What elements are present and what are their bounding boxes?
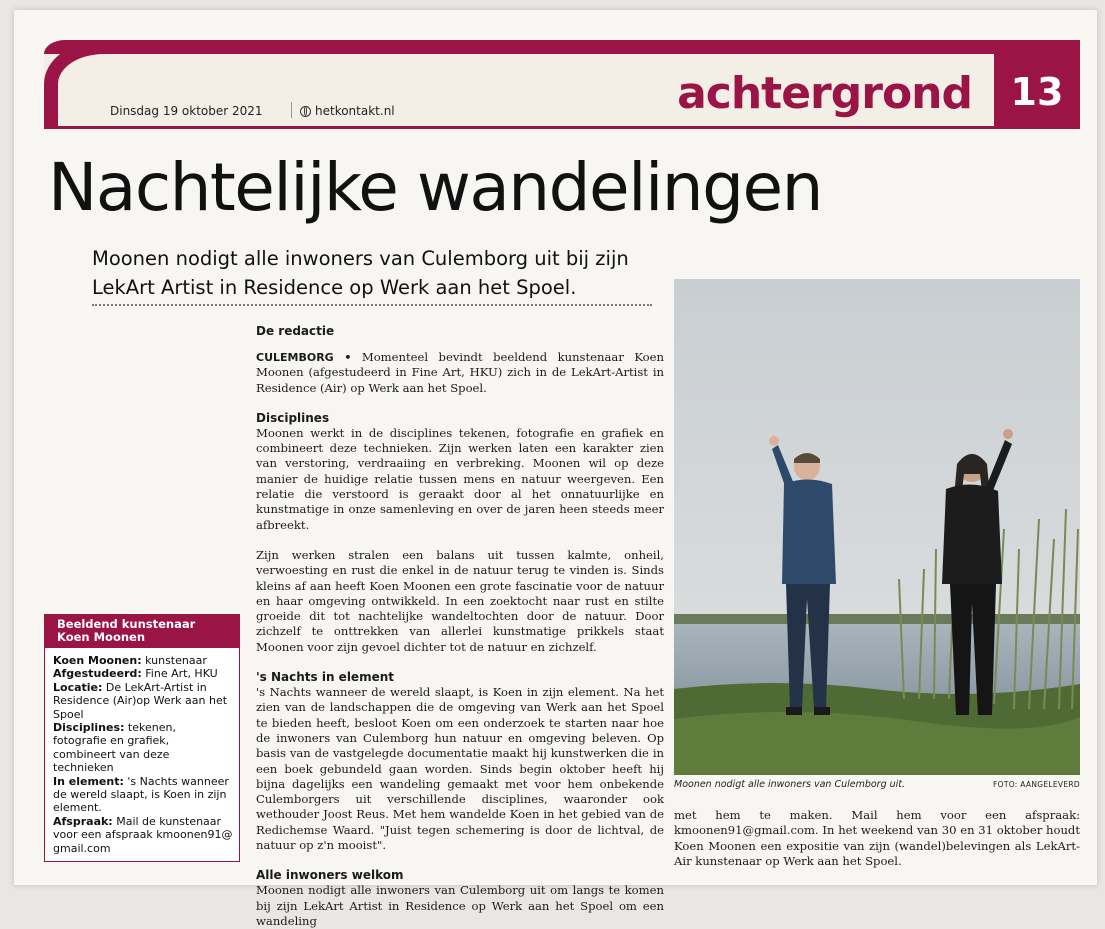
paragraph: 's Nachts wanneer de wereld slaapt, is Koen in zijn element. Na het zien van de landschappen die de omgeving van Werk aan het Spoel te bieden heeft, besloot Koen om een onderzoek te starten naar hoe de inwoners van Culemborg hun natuur en omgeving beleven. Op basis van de vastgelegde documentatie maakt hij kunstwerken die in een boek gebundeld gaan worden. Sinds begin oktober heeft hij bijna dagelijks een wandeling gemaakt met voor hem onbekende Culemborgers uit verschillende disciplines, waaronder ook wethouder Joost Reus. Met hem wandelde Koen in het gebied van de Redichemse Waard. "Juist tegen schemering is door de lichtval, de natuur op z'n mooist".: [256, 685, 664, 853]
info-box-body: [45, 648, 239, 855]
subheading-element: 's Nachts in element: [256, 670, 394, 685]
section-title: achtergrond: [677, 68, 972, 119]
issue-date: Dinsdag 19 oktober 2021: [110, 104, 263, 118]
intro-paragraph: [256, 350, 664, 396]
article-headline: Nachtelijke wandelingen: [48, 149, 822, 226]
info-item: [53, 721, 233, 775]
info-label: Afspraak:: [53, 814, 113, 828]
info-label: Locatie:: [53, 680, 103, 694]
info-label: Koen Moonen:: [53, 654, 142, 667]
info-item: [53, 667, 233, 680]
info-item: [53, 775, 233, 815]
info-value: tekenen, fotografie en grafiek, combineert van deze technieken: [53, 721, 176, 775]
subheading-welcome: Alle inwoners welkom: [256, 868, 404, 883]
article-photo: [674, 279, 1080, 775]
article-lead: Moonen nodigt alle inwoners van Culemborg uit bij zijn LekArt Artist in Residence op Werk aan het Spoel.: [92, 247, 629, 299]
caption-text: Moonen nodigt alle inwoners van Culemborg uit.: [674, 779, 906, 790]
globe-icon: [300, 106, 311, 117]
header-rule: [44, 126, 1080, 129]
page-number: 13: [994, 54, 1080, 129]
info-item: [53, 815, 233, 855]
info-item: [53, 681, 233, 721]
website-label: hetkontakt.nl: [315, 104, 395, 118]
subheading-disciplines: Disciplines: [256, 410, 330, 425]
paragraph: met hem te maken. Mail hem voor een afspraak: kmoonen91@gmail.com. In het weekend van 30 en 31 oktober houdt Koen Moonen een expositie van zijn (wandel)belevingen als LekArt-Air kunstenaar op Werk aan het Spoel.: [674, 808, 1080, 868]
paragraph: Moonen nodigt alle inwoners van Culemborg uit om langs te komen bij zijn LekArt Artist in Residence op Werk aan het Spoel om een wandeling: [256, 883, 664, 928]
info-value: kunstenaar: [141, 654, 207, 667]
page-header: [44, 40, 1080, 130]
info-label: In element:: [53, 774, 124, 788]
photo-caption: [674, 779, 1080, 790]
lead-divider: [92, 304, 652, 306]
dateline: CULEMBORG •: [256, 351, 352, 364]
article-column-1: [256, 350, 664, 929]
info-value: De LekArt-Artist in Residence (Air)op Werk aan het Spoel: [53, 680, 228, 721]
photo-illustration: [674, 279, 1080, 775]
photo-credit: FOTO: AANGELEVERD: [993, 780, 1080, 789]
paragraph: Moonen werkt in de disciplines tekenen, fotografie en grafiek en combineert deze technieken. Zijn werken laten een karakter zien van verstoring, verdraaiing en verbreking. Moonen wil op deze manier de huidige relatie tussen mens en natuur weergeven. Een relatie die verstoord is geraakt door al het onnatuurlijke en kunstmatige in onze samenleving en over de jaren heen steeds meer afbreekt.: [256, 425, 664, 532]
paragraph: Zijn werken stralen een balans uit tussen kalmte, onheil, verwoesting en rust die enkel in de natuur terug te vinden is. Sinds kleins af aan heeft Koen Moonen een grote fascinatie voor de natuur en haar omgeving ontwikkeld. In een zoektocht naar rust en stilte groeide dit tot nachtelijke wandeltochten door de natuur. Door zichzelf te onttrekken van allerlei kunstmatige prikkels staat Moonen voor zijn gevoel dichter tot de natuur en zichzelf.: [256, 547, 664, 654]
header-top-band: [44, 40, 1080, 54]
info-label: Disciplines:: [53, 721, 125, 735]
article-column-2: [674, 808, 1080, 869]
website-link[interactable]: [300, 104, 395, 118]
intro-text: Momenteel bevindt beeldend kunstenaar Koen Moonen (afgestudeerd in Fine Art, HKU) zich in de LekArt-Artist in Residence (Air) op Werk aan het Spoel.: [256, 350, 664, 395]
info-item: [53, 654, 233, 667]
info-box-title: Beeldend kunstenaar Koen Moonen: [45, 615, 239, 648]
info-label: Afgestudeerd:: [53, 667, 142, 681]
info-value: Mail de kunstenaar voor een afspraak kmoonen91@ gmail.com: [53, 814, 233, 855]
header-divider: [291, 102, 292, 118]
byline: De redactie: [256, 324, 335, 338]
info-value: Fine Art, HKU: [141, 667, 218, 681]
info-value: 's Nachts wanneer de wereld slaapt, is Koen in zijn element.: [53, 774, 229, 815]
info-box: [44, 614, 240, 862]
